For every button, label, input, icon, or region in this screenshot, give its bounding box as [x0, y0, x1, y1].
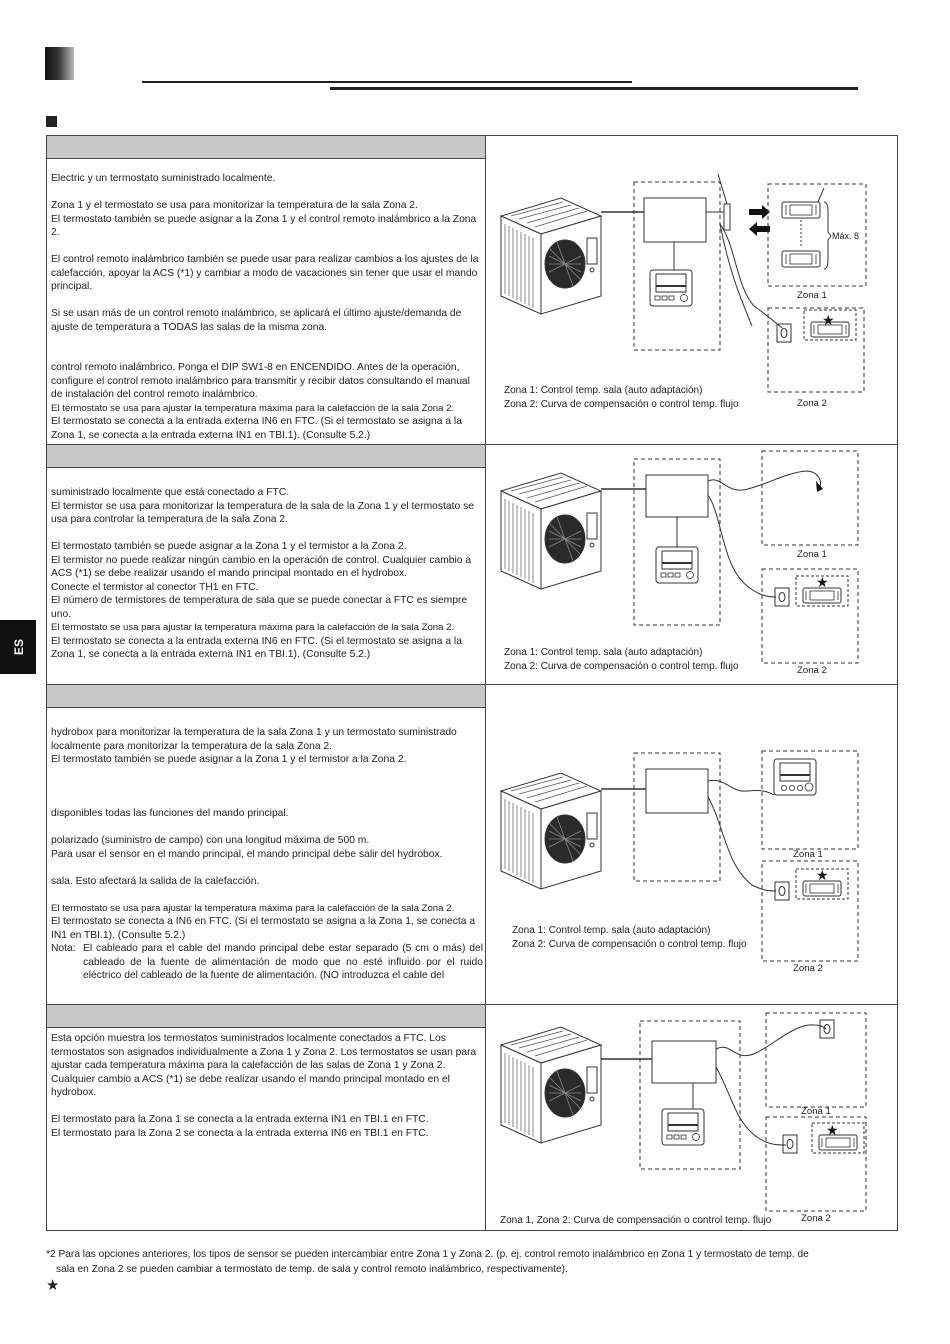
text-line: [51, 821, 483, 835]
section-title-bar: [47, 1005, 485, 1028]
text-line: [51, 780, 483, 794]
text-line: control remoto inalámbrico. Ponga el DIP SW1-8 en ENCENDIDO. Antes de la operación, configure el control remoto inalámbrico para transmitir y recibir datos consultando el manual de instalación del control remoto inalámbrico.: [51, 362, 470, 400]
text-line-small: El termostato se usa para ajustar la temperatura máxima para la calefacción de la sala Zona 2.: [51, 622, 455, 633]
text-line: [51, 527, 483, 541]
caption-zone2: Zona 2: Curva de compensación o control temp. flujo: [504, 399, 739, 410]
text-line: [51, 186, 483, 200]
caption-zone1: Zona 1: Control temp. sala (auto adaptación): [504, 647, 703, 658]
text-line: El termistor se usa para monitorizar la temperatura de la sala de la Zona 1 y el termostato se usa para controlar la temperatura de la sala Zona 2.: [51, 500, 474, 525]
text-line: El termostato también se puede asignar a la Zona 1 y el control remoto inalámbrico a la Zona 2.: [51, 213, 477, 238]
section-title-bar: [47, 136, 485, 159]
note-text: El cableado para el cable del mando principal debe estar separado (5 cm o más) del cableado de la fuente de alimentación de modo que no esté influido por el ruido eléctrico del cableado de la fuente de alimentación. (NO introduzca el cable del: [83, 943, 483, 981]
star-icon: ★: [826, 1122, 839, 1138]
text-line: Para usar el sensor en el mando principal, el mando principal debe salir del hydrobox.: [51, 848, 443, 860]
zone2-label: Zona 2: [801, 1213, 831, 1224]
text-line: disponibles todas las funciones del mando principal.: [51, 808, 289, 819]
section-bullet-square: [46, 116, 57, 127]
text-line: El termistor no puede realizar ningún cambio en la operación de control. Cualquier cambio a ACS (*1) se debe realizar usando el mando principal montado en el hydrobox.: [51, 554, 472, 579]
text-line: El termostato se conecta a IN6 en FTC. (Si el termostato se asigna a la Zona 1, se conecta a IN1 en TBI.1). (Consulte 5.2.): [51, 916, 476, 941]
star-icon: ★: [816, 867, 829, 883]
note: [51, 942, 483, 983]
section-3-text: [51, 726, 483, 983]
diagram-option-1: [486, 136, 897, 444]
header-block: [45, 47, 74, 80]
text-line-small: El termostato se usa para ajustar la temperatura máxima para la calefacción de la sala Zona 2.: [51, 402, 455, 414]
text-line: El termostato se conecta a la entrada externa IN6 en FTC. (Si el termostato se asigna a la Zona 1, se conecta a la entrada externa IN1 en TBI.1). (Consulte 5.2.): [51, 635, 462, 660]
star-icon: ★: [816, 574, 829, 590]
text-line: suministrado localmente que está conectado a FTC.: [51, 487, 290, 498]
text-line: [51, 1100, 483, 1114]
text-line: Esta opción muestra los termostatos suministrados localmente conectados a FTC. Los termostatos son asignados individualmente a Zona 1 y Zona 2. Los termostatos se usan para ajustar cada temperatura máxima para la calefacción de las salas de Zona 1 y Zona 2. Cualquier cambio a ACS (*1) se debe realizar usando el mando principal montado en el hydrobox.: [51, 1033, 477, 1098]
text-line: El control remoto inalámbrico también se puede usar para realizar cambios a los ajustes de la calefacción, apoyar la ACS (*1) y cambiar a modo de vacaciones sin tener que usar el mando principal.: [51, 254, 479, 292]
footnote-line-2: sala en Zona 2 se pueden cambiar a termostato de temp. de sala y control remoto inalámbrico, respectivamente).: [56, 1263, 568, 1275]
zone2-label: Zona 2: [797, 665, 827, 676]
text-line: Conecte el termistor al conector TH1 en FTC.: [51, 581, 259, 593]
text-line-small: El termostato se usa para ajustar la temperatura máxima para la calefacción de la sala Zona 2.: [51, 902, 455, 914]
text-line: sala. Esto afectará la salida de la calefacción.: [51, 875, 260, 887]
section-2-text: [51, 486, 483, 662]
footnote: [46, 1248, 906, 1277]
caption-zone2: Zona 2: Curva de compensación o control temp. flujo: [504, 661, 739, 672]
header-rule-thick: [330, 87, 858, 90]
diagram-option-4: [486, 1005, 897, 1231]
text-line: El termostato también se puede asignar a la Zona 1 y el termistor a la Zona 2.: [51, 754, 407, 765]
section-1-text: [51, 172, 483, 442]
zone1-label: Zona 1: [793, 849, 823, 860]
text-line: Electric y un termostato suministrado localmente.: [51, 173, 276, 184]
header-rule: [142, 81, 632, 83]
caption-zone1: Zona 1: Control temp. sala (auto adaptación): [512, 925, 711, 936]
star-legend-icon: ★: [46, 1277, 60, 1294]
text-line: El termostato se conecta a la entrada externa IN6 en FTC. (Si el termostato se asigna a la Zona 1, se conecta a la entrada externa IN1 en TBI.1). (Consulte 5.2.): [51, 416, 462, 441]
footnote-line-1: *2 Para las opciones anteriores, los tipos de sensor se pueden intercambiar entre Zona 1 y Zona 2. (p. ej. control remoto inalámbrico en Zona 1 y termostato de temp. de: [46, 1249, 809, 1260]
caption-zone2: Zona 2: Curva de compensación o control temp. flujo: [512, 939, 747, 950]
diagram-option-3: [486, 685, 897, 1004]
section-title-bar: [47, 445, 485, 468]
text-line: El termostato para la Zona 2 se conecta a la entrada externa IN6 en TBI.1 en FTC.: [51, 1127, 429, 1139]
section-title-bar: [47, 685, 485, 708]
caption-zone1: Zona 1: Control temp. sala (auto adaptación): [504, 385, 703, 396]
note-label: Nota:: [51, 943, 76, 954]
text-line: [51, 794, 483, 808]
text-line: [51, 888, 483, 902]
text-line: Zona 1 y el termostato se usa para monitorizar la temperatura de la sala Zona 2.: [51, 200, 418, 211]
text-line: [51, 767, 483, 781]
text-line: [51, 348, 483, 362]
language-tab: [0, 620, 36, 674]
star-icon: ★: [822, 312, 835, 328]
section-4-text: [51, 1032, 483, 1140]
caption-zones: Zona 1, Zona 2: Curva de compensación o control temp. flujo: [500, 1215, 772, 1226]
text-line: [51, 861, 483, 875]
text-line: [51, 294, 483, 308]
max-label: Máx. 8: [832, 231, 860, 241]
text-line: [51, 240, 483, 254]
text-line: polarizado (suministro de campo) con una longitud máxima de 500 m.: [51, 835, 370, 846]
text-line: El termostato también se puede asignar a la Zona 1 y el termistor a la Zona 2.: [51, 541, 407, 552]
text-line: El número de termistores de temperatura de sala que se puede conectar a FTC es siempre uno.: [51, 595, 468, 620]
zone1-label: Zona 1: [801, 1106, 831, 1117]
text-line: Si se usan más de un control remoto inalámbrico, se aplicará el último ajuste/demanda de ajuste de temperatura a TODAS las salas de la misma zona.: [51, 308, 462, 333]
zone2-label: Zona 2: [793, 963, 823, 974]
zone2-label: Zona 2: [797, 398, 827, 409]
language-tab-label: ES: [12, 639, 26, 656]
zone1-label: Zona 1: [797, 549, 827, 560]
text-line: [51, 334, 483, 348]
text-line: El termostato para la Zona 1 se conecta a la entrada externa IN1 en TBI.1 en FTC.: [51, 1114, 429, 1125]
text-line: hydrobox para monitorizar la temperatura de la sala Zona 1 y un termostato suministrado localmente para monitorizar la temperatura de la sala Zona 2.: [51, 727, 457, 752]
zone1-label: Zona 1: [797, 290, 827, 301]
